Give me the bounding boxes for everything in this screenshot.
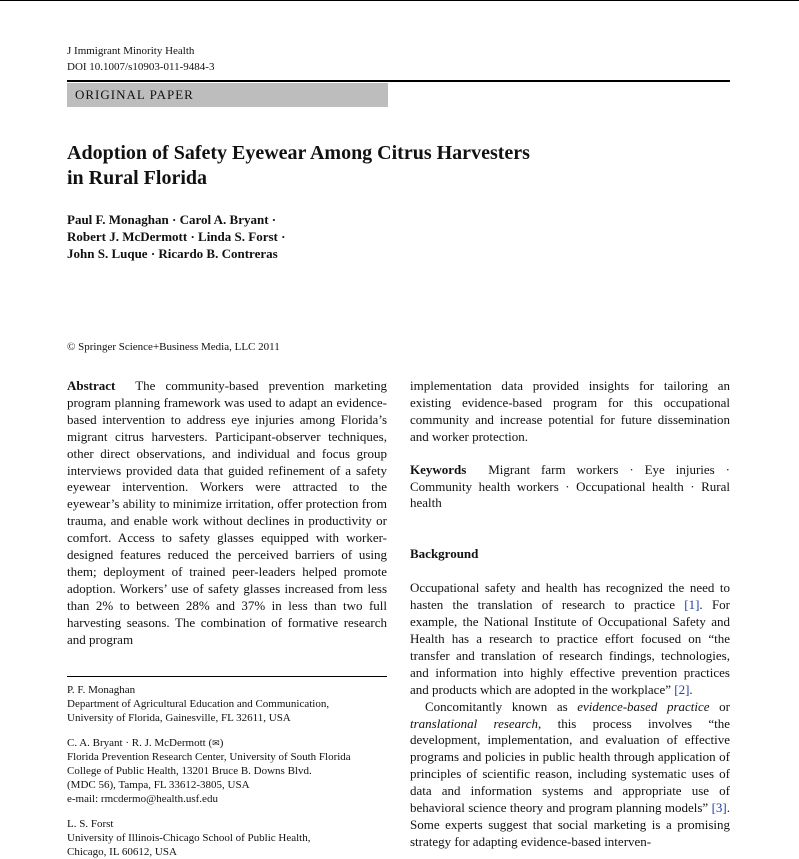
affiliation-line: University of Illinois-Chicago School of Public Health, bbox=[67, 832, 311, 844]
abstract bbox=[67, 378, 387, 649]
journal-header bbox=[67, 43, 214, 75]
affiliation-line: Chicago, IL 60612, USA bbox=[67, 846, 177, 858]
abstract-label: Abstract bbox=[67, 378, 116, 393]
right-column bbox=[410, 378, 730, 851]
footnote-rule bbox=[67, 676, 387, 677]
affiliation-email[interactable]: e-mail: rmcdermo@health.usf.edu bbox=[67, 793, 218, 805]
affiliation-name: C. A. Bryant · R. J. McDermott (✉) bbox=[67, 737, 224, 749]
article-type-banner bbox=[67, 83, 388, 107]
author-line: Robert J. McDermott · Linda S. Forst · bbox=[67, 229, 286, 244]
abstract-text: The community-based prevention marketing program planning framework was used to adapt an evidence-based intervention to address eye injuries among Florida’s migrant citrus harvesters. Participant-observer techniques, other direct observations, and individual and focus group interviews provided data that guided refinement of a safety eyewear intervention. Workers were attracted to the eyewear’s ability to minimize irritation, offer protection from trauma, and enable work without declines in productivity or comfort. Access to safety glasses equipped with worker-designed features reduced the perceived barriers of using them; deployment of trained peer-leaders helped promote adoption. Workers’ use of safety glasses increased from less than 2% to between 28% and 37% in less than two full harvesting seasons. The combination of formative research and program bbox=[67, 378, 388, 647]
citation-link[interactable]: [2] bbox=[674, 681, 690, 697]
page-top-border bbox=[0, 0, 799, 1]
article-type-label: ORIGINAL PAPER bbox=[75, 87, 194, 102]
affiliation-name: L. S. Forst bbox=[67, 818, 114, 830]
copyright-notice: © Springer Science+Business Media, LLC 2011 bbox=[67, 341, 280, 353]
journal-doi: DOI 10.1007/s10903-011-9484-3 bbox=[67, 61, 215, 73]
journal-name: J Immigrant Minority Health bbox=[67, 45, 195, 57]
keywords-label: Keywords bbox=[410, 461, 467, 477]
background-paragraph-2: Concomitantly known as evidence-based practice or translational research, this process involves “the development, implementation, and evaluation of effective programs and policies in public health through application of principles of scientific reason, including systematic uses of data and information systems and appropriate use of behavioral science theory and program planning models” [3]. Some experts suggest that social marketing is a promising strategy for adapting evidence-based interven- bbox=[410, 698, 730, 849]
title-line-2: in Rural Florida bbox=[67, 167, 208, 189]
affiliation-line: Florida Prevention Research Center, University of South Florida bbox=[67, 751, 351, 763]
author-line: Paul F. Monaghan · Carol A. Bryant · bbox=[67, 212, 277, 227]
affiliation-1 bbox=[67, 683, 387, 725]
article-title bbox=[67, 141, 667, 191]
envelope-icon: ✉ bbox=[212, 738, 220, 748]
citation-link[interactable]: [1] bbox=[684, 597, 700, 613]
keywords bbox=[410, 462, 730, 513]
affiliation-3 bbox=[67, 817, 387, 859]
citation-link[interactable]: [3] bbox=[711, 800, 727, 816]
abstract-continuation: implementation data provided insights for tailoring an existing evidence-based program for this occupational community and increase potential for future dissemination and worker protection. bbox=[410, 378, 730, 444]
affiliation-name: P. F. Monaghan bbox=[67, 684, 136, 696]
affiliation-line: (MDC 56), Tampa, FL 33612-3805, USA bbox=[67, 779, 250, 791]
keywords-text: Migrant farm workers · Eye injuries · Community health workers · Occupational health · Rural health bbox=[410, 461, 730, 511]
background-heading: Background bbox=[410, 546, 479, 562]
affiliation-line: University of Florida, Gainesville, FL 32611, USA bbox=[67, 712, 291, 724]
author-list bbox=[67, 211, 285, 262]
author-line: John S. Luque · Ricardo B. Contreras bbox=[67, 246, 278, 261]
left-column bbox=[67, 378, 387, 649]
affiliation-line: Department of Agricultural Education and Communication, bbox=[67, 698, 330, 710]
affiliation-line: College of Public Health, 13201 Bruce B. Downs Blvd. bbox=[67, 765, 312, 777]
affiliation-2 bbox=[67, 736, 387, 806]
title-line-1: Adoption of Safety Eyewear Among Citrus Harvesters bbox=[67, 142, 530, 164]
background-paragraph-1: Occupational safety and health has recognized the need to hasten the translation of research to practice [1]. For example, the National Institute of Occupational Safety and Health has a research to practice effort focused on “the transfer and translation of research findings, technologies, and information into highly effective prevention practices and products which are adopted in the workplace” [2]. bbox=[410, 580, 731, 697]
header-rule bbox=[67, 80, 730, 82]
